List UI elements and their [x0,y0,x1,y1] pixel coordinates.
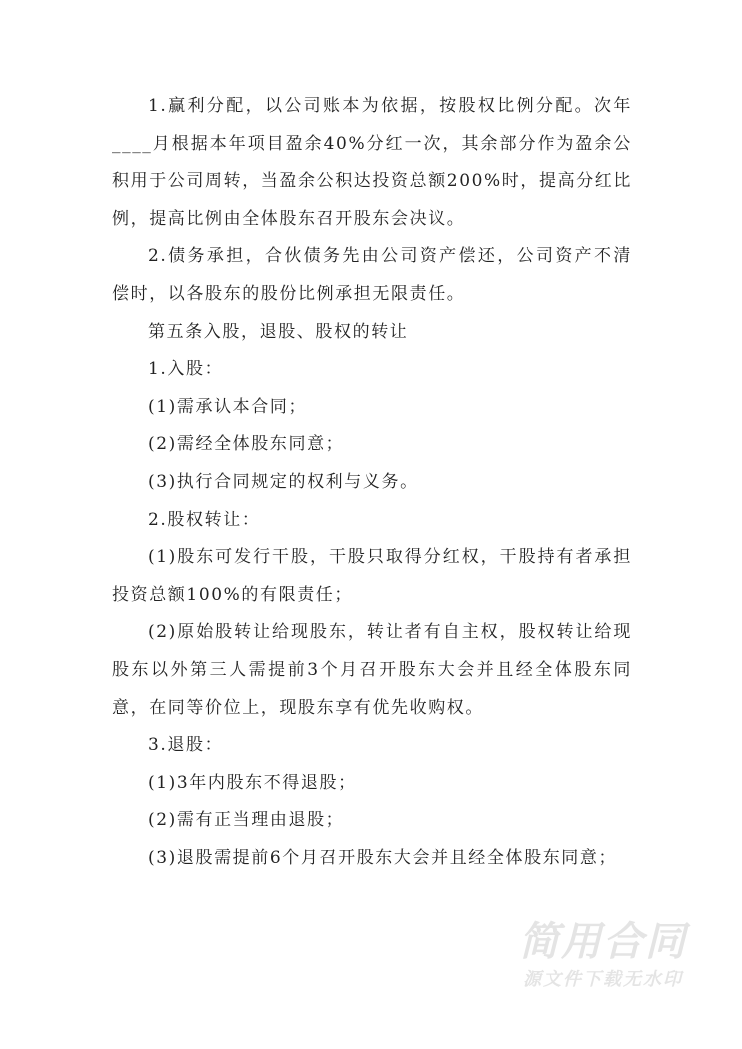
subheading-joining: 1.入股： [148,359,224,380]
section-heading-article-5: 第五条入股，退股、股权的转让 [148,321,409,342]
list-item: (1)需承认本合同； [148,396,308,417]
paragraph-debt-liability: 2.债务承担，合伙债务先由公司资产偿还，公司资产不清偿时，以各股东的股份比例承担无限责任。 [112,246,632,304]
list-item: (2)需经全体股东同意； [148,434,345,455]
list-item: (2)原始股转让给现股东，转让者有自主权，股权转让给现股东以外第三人需提前3个月召开股东大会并且经全体股东同意，在同等价位上，现股东享有优先收购权。 [112,622,632,718]
subheading-withdrawal: 3.退股： [148,735,224,756]
list-item: (3)退股需提前6个月召开股东大会并且经全体股东同意； [148,847,618,868]
paragraph-profit-distribution: 1.赢利分配，以公司账本为依据，按股权比例分配。次年____月根据本年项目盈余40%分红一次，其余部分作为盈余公积用于公司周转，当盈余公积达投资总额200%时，提高分红比例，提高比例由全体股东召开股东会决议。 [112,96,632,229]
subheading-equity-transfer: 2.股权转让： [148,509,261,530]
list-item: (2)需有正当理由退股； [148,810,345,831]
watermark [508,918,698,994]
watermark-tagline: 源文件下载无水印 [523,969,683,990]
document-page [112,88,632,877]
watermark-brand: 简用合同 [519,919,687,965]
list-item: (3)执行合同规定的权利与义务。 [148,471,419,492]
list-item: (1)股东可发行干股，干股只取得分红权，干股持有者承担投资总额100%的有限责任； [112,547,632,605]
list-item: (1)3年内股东不得退股； [148,772,357,793]
